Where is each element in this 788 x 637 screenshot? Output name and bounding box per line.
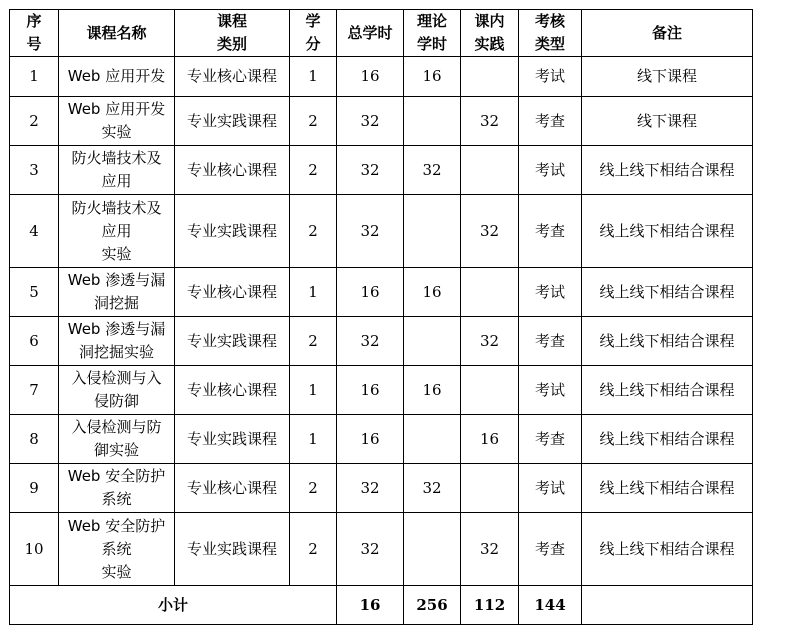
cell-name-line: 防火墙技术及 xyxy=(71,149,162,167)
cell-assessment: 考查 xyxy=(519,195,582,268)
cell-assessment: 考试 xyxy=(519,268,582,317)
cell-name-line: 入侵检测与防 xyxy=(71,418,162,436)
cell-name xyxy=(59,513,175,586)
cell-credit: 2 xyxy=(290,464,337,513)
cell-name xyxy=(59,97,175,146)
subtotal-remark xyxy=(582,586,753,625)
cell-name-line: 侵防御 xyxy=(93,392,139,410)
cell-total-hours: 16 xyxy=(337,415,404,464)
course-table xyxy=(9,9,753,625)
cell-practice-hours xyxy=(461,366,519,415)
cell-name xyxy=(59,415,175,464)
header-line: 课内 xyxy=(474,12,505,30)
cell-name-line: 应用 xyxy=(101,221,132,240)
cell-seq: 2 xyxy=(10,97,59,146)
cell-name xyxy=(59,317,175,366)
cell-name xyxy=(59,268,175,317)
table-row xyxy=(10,317,753,366)
cell-category: 专业核心课程 xyxy=(175,146,290,195)
table-row xyxy=(10,195,753,268)
cell-credit: 1 xyxy=(290,366,337,415)
header-theory-hours xyxy=(404,10,461,57)
cell-seq: 6 xyxy=(10,317,59,366)
cell-assessment: 考查 xyxy=(519,97,582,146)
cell-practice-hours xyxy=(461,57,519,97)
header-line: 类型 xyxy=(534,35,565,53)
subtotal-total-hours: 256 xyxy=(404,586,461,625)
cell-seq: 7 xyxy=(10,366,59,415)
cell-category: 专业核心课程 xyxy=(175,464,290,513)
header-line: 理论 xyxy=(416,12,447,30)
table-row xyxy=(10,464,753,513)
cell-name-line: Web 渗透与漏 xyxy=(67,271,166,289)
cell-credit: 2 xyxy=(290,97,337,146)
header-seq xyxy=(10,10,59,57)
cell-practice-hours: 32 xyxy=(461,97,519,146)
cell-theory-hours: 16 xyxy=(404,268,461,317)
cell-category: 专业实践课程 xyxy=(175,317,290,366)
header-line: 课程名称 xyxy=(86,23,147,42)
cell-remark: 线上线下相结合课程 xyxy=(582,317,753,366)
cell-theory-hours xyxy=(404,415,461,464)
header-line: 实践 xyxy=(474,35,505,53)
header-category xyxy=(175,10,290,57)
table-row xyxy=(10,146,753,195)
table-row xyxy=(10,415,753,464)
cell-name-line: Web 渗透与漏 xyxy=(67,320,166,338)
cell-remark: 线上线下相结合课程 xyxy=(582,366,753,415)
cell-remark: 线上线下相结合课程 xyxy=(582,146,753,195)
header-practice-hours xyxy=(461,10,519,57)
subtotal-credit: 16 xyxy=(337,586,404,625)
cell-theory-hours: 32 xyxy=(404,146,461,195)
table-row xyxy=(10,97,753,146)
cell-remark: 线下课程 xyxy=(582,97,753,146)
header-line: 号 xyxy=(26,35,42,53)
table-row xyxy=(10,366,753,415)
cell-practice-hours: 32 xyxy=(461,513,519,586)
cell-credit: 2 xyxy=(290,195,337,268)
cell-theory-hours xyxy=(404,513,461,586)
cell-theory-hours xyxy=(404,97,461,146)
cell-name-line: Web 应用开发 xyxy=(67,67,166,85)
cell-theory-hours: 16 xyxy=(404,366,461,415)
header-line: 总学时 xyxy=(347,23,393,42)
cell-seq: 5 xyxy=(10,268,59,317)
cell-seq: 10 xyxy=(10,513,59,586)
header-line: 课程 xyxy=(216,12,247,30)
cell-practice-hours xyxy=(461,464,519,513)
header-line: 备注 xyxy=(651,23,682,42)
header-credit xyxy=(290,10,337,57)
cell-practice-hours: 32 xyxy=(461,195,519,268)
header-name xyxy=(59,10,175,57)
cell-name-line: 防火墙技术及 xyxy=(71,198,162,217)
cell-name xyxy=(59,464,175,513)
cell-category: 专业实践课程 xyxy=(175,513,290,586)
cell-seq: 8 xyxy=(10,415,59,464)
subtotal-theory-hours: 112 xyxy=(461,586,519,625)
cell-name-line: 实验 xyxy=(101,244,132,263)
header-line: 学时 xyxy=(416,35,447,53)
table-body xyxy=(10,57,753,586)
cell-name-line: 实验 xyxy=(101,562,132,581)
cell-remark: 线上线下相结合课程 xyxy=(582,513,753,586)
cell-name-line: 应用 xyxy=(101,172,132,190)
cell-remark: 线上线下相结合课程 xyxy=(582,415,753,464)
cell-practice-hours xyxy=(461,146,519,195)
cell-remark: 线上线下相结合课程 xyxy=(582,195,753,268)
header-row xyxy=(10,10,753,57)
cell-name-line: 系统 xyxy=(101,539,132,558)
cell-seq: 4 xyxy=(10,195,59,268)
cell-name-line: Web 安全防护 xyxy=(67,516,166,535)
subtotal-practice-hours: 144 xyxy=(519,586,582,625)
cell-seq: 3 xyxy=(10,146,59,195)
cell-name-line: 实验 xyxy=(101,123,132,141)
header-line: 类别 xyxy=(216,35,247,53)
header-line: 学 xyxy=(305,12,321,30)
cell-credit: 2 xyxy=(290,317,337,366)
header-line: 序 xyxy=(26,12,42,30)
cell-assessment: 考查 xyxy=(519,513,582,586)
cell-name xyxy=(59,366,175,415)
cell-assessment: 考查 xyxy=(519,415,582,464)
header-line: 分 xyxy=(305,35,321,53)
cell-name xyxy=(59,57,175,97)
cell-theory-hours: 16 xyxy=(404,57,461,97)
cell-total-hours: 32 xyxy=(337,195,404,268)
cell-total-hours: 16 xyxy=(337,268,404,317)
table-row xyxy=(10,57,753,97)
cell-name-line: 御实验 xyxy=(93,441,139,459)
cell-assessment: 考查 xyxy=(519,317,582,366)
cell-name-line: 系统 xyxy=(101,490,132,508)
cell-assessment: 考试 xyxy=(519,464,582,513)
cell-assessment: 考试 xyxy=(519,366,582,415)
cell-category: 专业实践课程 xyxy=(175,97,290,146)
header-line: 考核 xyxy=(534,12,565,30)
subtotal-row xyxy=(10,586,753,625)
cell-total-hours: 32 xyxy=(337,317,404,366)
cell-credit: 1 xyxy=(290,268,337,317)
table-row xyxy=(10,513,753,586)
header-assessment xyxy=(519,10,582,57)
table-row xyxy=(10,268,753,317)
cell-category: 专业核心课程 xyxy=(175,366,290,415)
cell-practice-hours xyxy=(461,268,519,317)
cell-category: 专业核心课程 xyxy=(175,57,290,97)
cell-seq: 9 xyxy=(10,464,59,513)
cell-category: 专业核心课程 xyxy=(175,268,290,317)
cell-remark: 线上线下相结合课程 xyxy=(582,268,753,317)
cell-name-line: 洞挖掘 xyxy=(93,294,139,312)
cell-credit: 2 xyxy=(290,513,337,586)
header-total-hours xyxy=(337,10,404,57)
cell-theory-hours: 32 xyxy=(404,464,461,513)
cell-seq: 1 xyxy=(10,57,59,97)
cell-name-line: Web 应用开发 xyxy=(67,100,166,118)
cell-practice-hours: 16 xyxy=(461,415,519,464)
cell-remark: 线上线下相结合课程 xyxy=(582,464,753,513)
cell-total-hours: 32 xyxy=(337,97,404,146)
cell-credit: 1 xyxy=(290,415,337,464)
cell-name-line: 入侵检测与入 xyxy=(71,369,162,387)
cell-total-hours: 16 xyxy=(337,57,404,97)
cell-name-line: 洞挖掘实验 xyxy=(78,343,154,361)
cell-name-line: Web 安全防护 xyxy=(67,467,166,485)
cell-remark: 线下课程 xyxy=(582,57,753,97)
cell-category: 专业实践课程 xyxy=(175,415,290,464)
cell-credit: 2 xyxy=(290,146,337,195)
cell-total-hours: 32 xyxy=(337,146,404,195)
cell-total-hours: 32 xyxy=(337,464,404,513)
cell-credit: 1 xyxy=(290,57,337,97)
cell-category: 专业实践课程 xyxy=(175,195,290,268)
cell-assessment: 考试 xyxy=(519,57,582,97)
cell-total-hours: 16 xyxy=(337,366,404,415)
cell-practice-hours: 32 xyxy=(461,317,519,366)
header-remark xyxy=(582,10,753,57)
cell-total-hours: 32 xyxy=(337,513,404,586)
cell-theory-hours xyxy=(404,195,461,268)
subtotal-label: 小计 xyxy=(10,586,337,625)
cell-name xyxy=(59,146,175,195)
cell-assessment: 考试 xyxy=(519,146,582,195)
cell-theory-hours xyxy=(404,317,461,366)
cell-name xyxy=(59,195,175,268)
